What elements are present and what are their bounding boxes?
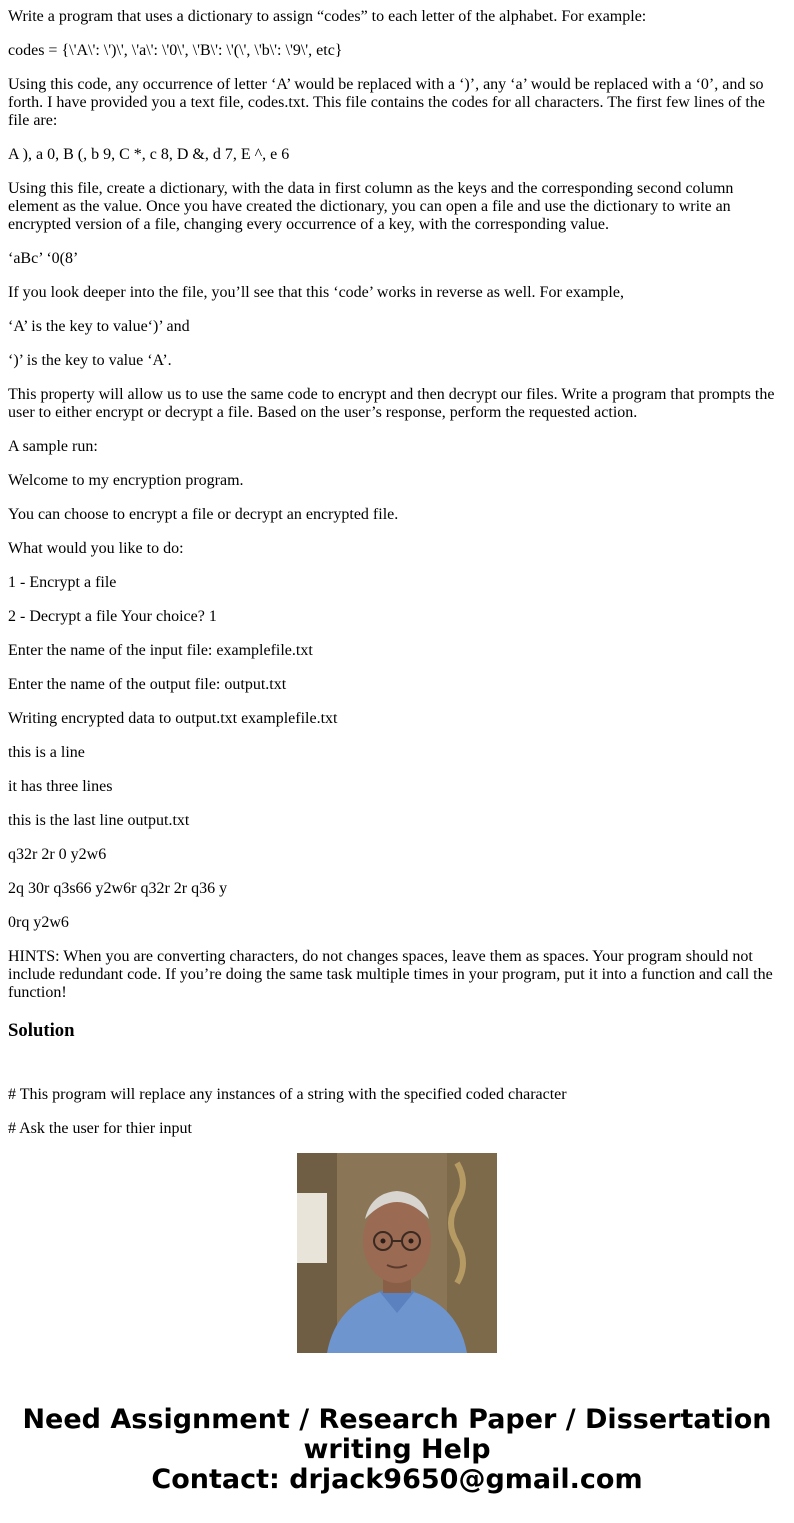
promo-line: Need Assignment / Research Paper / Dissertation bbox=[22, 1404, 772, 1435]
solution-line: # This program will replace any instances of a string with the specified coded character bbox=[8, 1086, 567, 1103]
question-body bbox=[8, 8, 786, 1002]
encryption-example: ‘aBc’ ‘0(8’ bbox=[8, 250, 79, 267]
sample-run-line: Welcome to my encryption program. bbox=[8, 472, 244, 489]
sample-run-line: You can choose to encrypt a file or decrypt an encrypted file. bbox=[8, 506, 399, 523]
sample-run-label: A sample run: bbox=[8, 438, 98, 455]
question-paragraph: ‘)’ is the key to value ‘A’. bbox=[8, 352, 172, 369]
sample-run-line: 2 - Decrypt a file Your choice? 1 bbox=[8, 608, 217, 625]
promo-contact: Contact: drjack9650@gmail.com bbox=[151, 1464, 643, 1495]
avatar-portrait-image bbox=[297, 1153, 497, 1353]
sample-run-line: this is a line bbox=[8, 744, 85, 761]
solution-heading: Solution bbox=[8, 1020, 75, 1041]
avatar bbox=[297, 1153, 497, 1353]
sample-run-line: Enter the name of the input file: examplefile.txt bbox=[8, 642, 313, 659]
promo-text bbox=[0, 1405, 794, 1495]
sample-run-line: 0rq y2w6 bbox=[8, 914, 69, 931]
hints-paragraph: HINTS: When you are converting characters, do not changes spaces, leave them as spaces. Your program should not include redundant code. If you’re doing the same task multiple times in your program, put it into a function and call the function! bbox=[8, 948, 773, 1001]
solution-line: # Ask the user for thier input bbox=[8, 1120, 192, 1137]
sample-run-line: What would you like to do: bbox=[8, 540, 184, 557]
sample-run-line: it has three lines bbox=[8, 778, 113, 795]
sample-run-line: this is the last line output.txt bbox=[8, 812, 190, 829]
sample-run-line: q32r 2r 0 y2w6 bbox=[8, 846, 107, 863]
question-paragraph: This property will allow us to use the same code to encrypt and then decrypt our files. Write a program that prompts the user to either encrypt or decrypt a file. Based on the user’s response, perform the requested action. bbox=[8, 386, 775, 421]
code-example: codes = {\'A\': \')\', \'a\': \'0\', \'B\': \'(\', \'b\': \'9\', etc} bbox=[8, 42, 343, 59]
sample-run-line: Enter the name of the output file: output.txt bbox=[8, 676, 287, 693]
article-content bbox=[8, 0, 786, 1137]
question-paragraph: Using this file, create a dictionary, with the data in first column as the keys and the corresponding second column element as the value. Once you have created the dictionary, you can open a file and use the dictionary to write an encrypted version of a file, changing every occurrence of a key, with the corresponding value. bbox=[8, 180, 734, 233]
promo-banner bbox=[0, 1123, 794, 1523]
question-paragraph: ‘A’ is the key to value‘)’ and bbox=[8, 318, 190, 335]
sample-run-line: 2q 30r q3s66 y2w6r q32r 2r q36 y bbox=[8, 880, 228, 897]
promo-line: writing Help bbox=[303, 1434, 491, 1465]
question-paragraph: If you look deeper into the file, you’ll see that this ‘code’ works in reverse as well. For example, bbox=[8, 284, 624, 301]
question-paragraph: Using this code, any occurrence of letter ‘A’ would be replaced with a ‘)’, any ‘a’ would be replaced with a ‘0’, and so forth. I have provided you a text file, codes.txt. This file contains the codes for all characters. The first few lines of the file are: bbox=[8, 76, 765, 129]
question-paragraph: Write a program that uses a dictionary to assign “codes” to each letter of the alphabet. For example: bbox=[8, 8, 647, 25]
codes-file-sample: A ), a 0, B (, b 9, C *, c 8, D &, d 7, E ^, e 6 bbox=[8, 146, 290, 163]
sample-run-line: Writing encrypted data to output.txt examplefile.txt bbox=[8, 710, 338, 727]
sample-run-line: 1 - Encrypt a file bbox=[8, 574, 117, 591]
